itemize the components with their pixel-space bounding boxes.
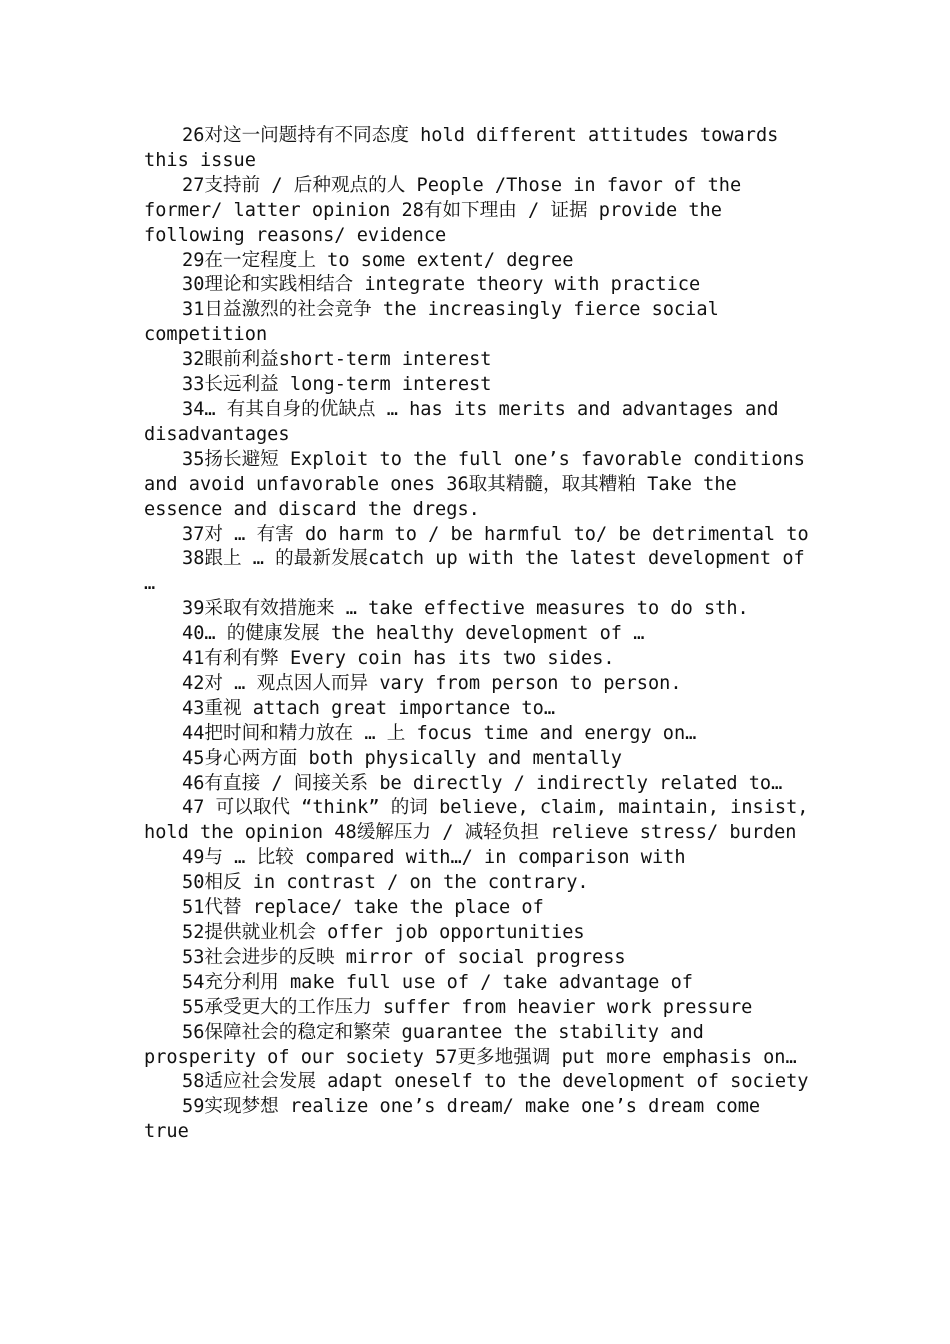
phrase-entry-52: 52提供就业机会 offer job opportunities <box>182 922 585 943</box>
phrase-entry-37: 37对 … 有害 do harm to / be harmful to/ be detrimental to <box>182 523 809 545</box>
phrase-entry-39: 39采取有效措施来 … take effective measures to do sth. <box>182 598 749 620</box>
phrase-entry-42: 42对 … 观点因人而异 vary from person to person. <box>182 672 682 694</box>
phrase-entry-26: 26对这一问题持有不同态度 hold different attitudes towards this issue <box>144 125 779 171</box>
phrase-entry-31: 31日益激烈的社会竞争 the increasingly fierce social competition <box>144 299 719 346</box>
phrase-entry-35: 35扬长避短 Exploit to the full one’s favorable conditions and avoid unfavorable ones 36取其精髓，取其糟粕 Take the essence and discard the dregs. <box>144 448 805 520</box>
phrase-entry-41: 41有利有弊 Every coin has its two sides. <box>182 648 615 670</box>
phrase-entry-58: 58适应社会发展 adapt oneself to the development of society <box>182 1071 809 1093</box>
phrase-entry-43: 43重视 attach great importance to… <box>182 697 556 719</box>
phrase-entry-59: 59实现梦想 realize one’s dream/ make one’s dream come true <box>144 1096 761 1143</box>
phrase-entry-27: 27支持前 / 后种观点的人 People /Those in favor of the former/ latter opinion 28有如下理由 / 证据 provide the following reasons/ evidence <box>144 174 742 246</box>
phrase-entry-40: 40… 的健康发展 the healthy development of … <box>182 623 645 645</box>
phrase-entry-49: 49与 … 比较 compared with…/ in comparison with <box>182 847 686 869</box>
phrase-entry-29: 29在一定程度上 to some extent/ degree <box>182 249 574 271</box>
phrase-entry-32: 32眼前利益short-term interest <box>182 349 492 371</box>
phrase-entry-46: 46有直接 / 间接关系 be directly / indirectly related to… <box>182 772 783 794</box>
phrase-entry-30: 30理论和实践相结合 integrate theory with practice <box>182 274 701 296</box>
phrase-entry-53: 53社会进步的反映 mirror of social progress <box>182 946 626 968</box>
phrase-entry-56: 56保障社会的稳定和繁荣 guarantee the stability and prosperity of our society 57更多地强调 put more emphasis on… <box>144 1021 797 1068</box>
phrase-entry-34: 34… 有其自身的优缺点 … has its merits and advantages and disadvantages <box>144 398 779 445</box>
phrase-list <box>144 124 814 1145</box>
phrase-entry-38: 38跟上 … 的最新发展catch up with the latest development of … <box>144 548 805 595</box>
phrase-entry-33: 33长远利益 long-term interest <box>182 374 492 396</box>
phrase-entry-50: 50相反 in contrast / on the contrary. <box>182 872 589 894</box>
phrase-entry-51: 51代替 replace/ take the place of <box>182 897 544 919</box>
phrase-entry-55: 55承受更大的工作压力 suffer from heavier work pressure <box>182 996 753 1018</box>
phrase-entry-47: 47 可以取代 “think” 的词 believe, claim, maintain, insist, hold the opinion 48缓解压力 / 减轻负担 relieve stress/ burden <box>144 797 809 844</box>
phrase-entry-44: 44把时间和精力放在 … 上 focus time and energy on… <box>182 722 697 744</box>
phrase-entry-45: 45身心两方面 both physically and mentally <box>182 747 622 769</box>
phrase-entry-54: 54充分利用 make full use of / take advantage of <box>182 971 693 993</box>
